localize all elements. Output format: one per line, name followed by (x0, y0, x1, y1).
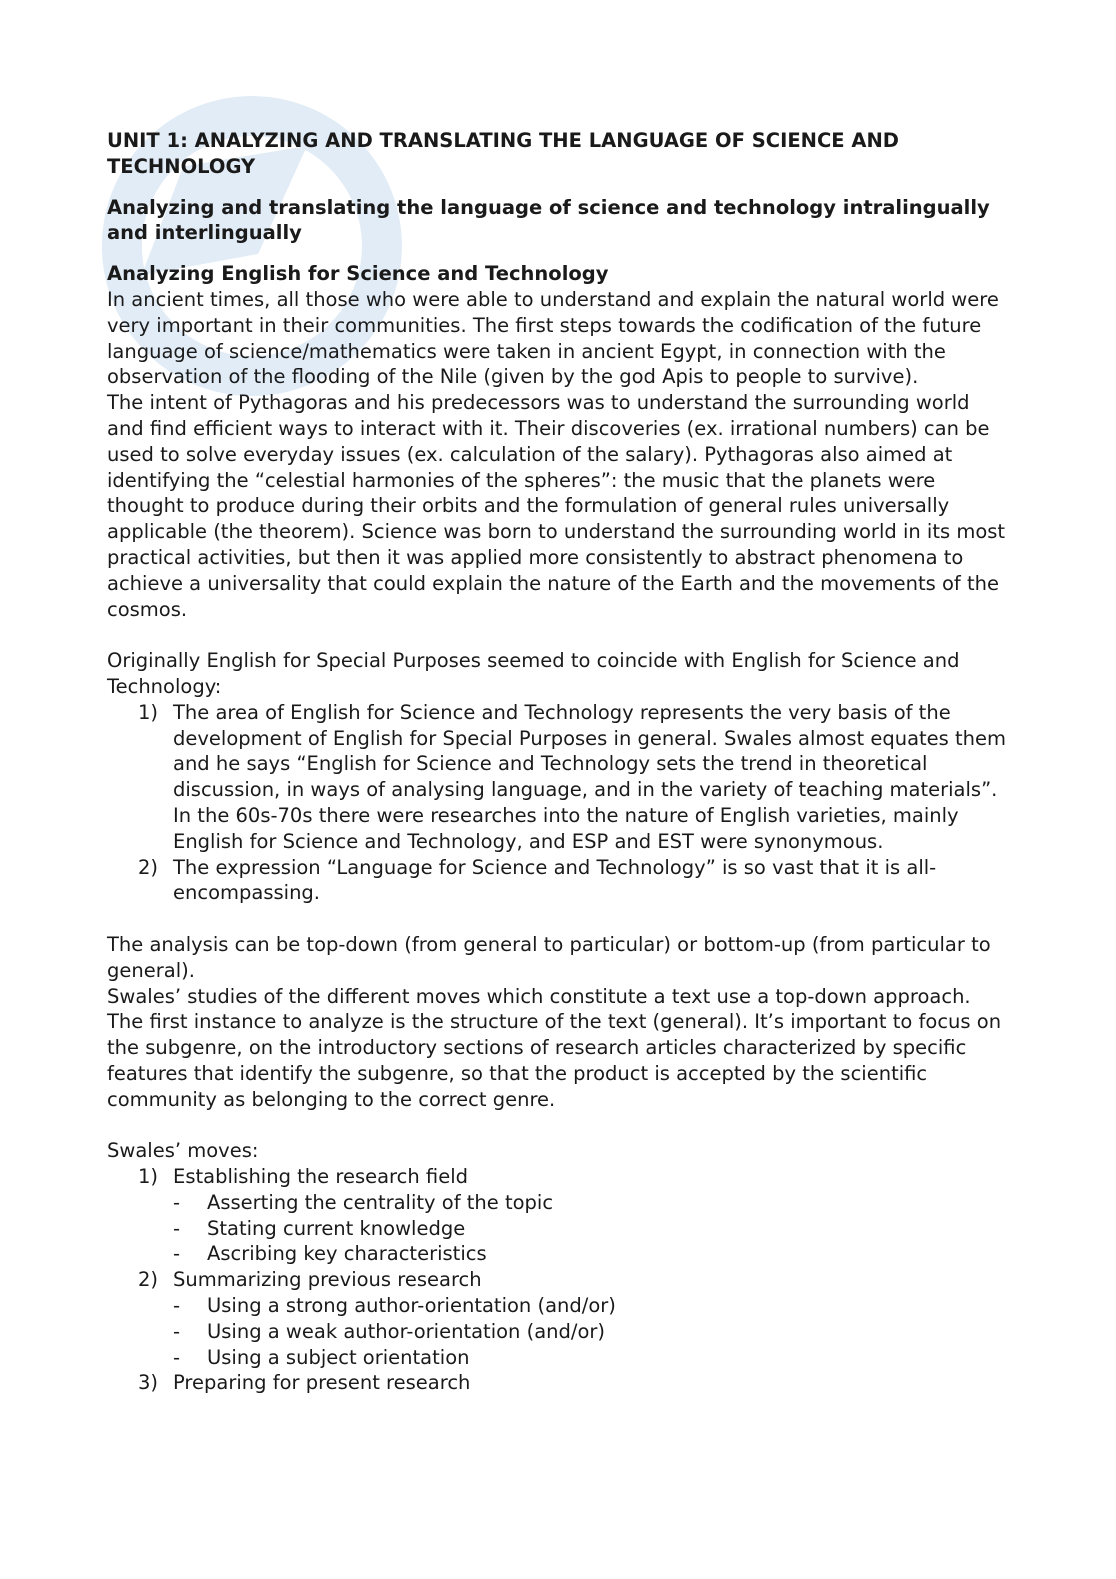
dash-marker: - (173, 1242, 181, 1266)
list-number: 1) (138, 700, 159, 724)
list-number: 1) (138, 1165, 159, 1189)
sub-item (173, 1190, 1007, 1216)
dash-marker: - (173, 1319, 181, 1343)
sub-item (173, 1345, 1007, 1371)
moves-intro: Swales’ moves: (107, 1139, 259, 1163)
sub-item (173, 1319, 1007, 1345)
section-heading: Analyzing English for Science and Technology (107, 262, 609, 286)
sub-item-text: Using a subject orientation (207, 1345, 470, 1369)
paragraph: The analysis can be top-down (from general to particular) or bottom-up (from particular to general). (107, 932, 991, 982)
list-number: 2) (138, 1268, 159, 1292)
paragraph: The intent of Pythagoras and his predecessors was to understand the surrounding world and find efficient ways to interact with it. Their discoveries (ex. irrational numbers) can be used to solve everyday issues (ex. calculation of the salary). Pythagoras also aimed at identifying the “celestial harmonies of the spheres”: the music that the planets were thought to produce during their orbits and the formulation of general rules universally applicable (the theorem). Science was born to understand the surrounding world in its most practical activities, but then it was applied more consistently to abstract phenomena to achieve a universality that could explain the nature of the Earth and the movements of the cosmos. (107, 391, 1006, 621)
list-number: 2) (138, 855, 159, 879)
list-number: 3) (138, 1371, 159, 1395)
sub-item-text: Asserting the centrality of the topic (207, 1190, 554, 1214)
sub-list (173, 1190, 1007, 1267)
dash-marker: - (173, 1190, 181, 1214)
move-item (107, 1370, 1007, 1396)
subtitle: Analyzing and translating the language of science and technology intralingually and interlingually (107, 195, 990, 245)
unit-title: UNIT 1: ANALYZING AND TRANSLATING THE LANGUAGE OF SCIENCE AND TECHNOLOGY (107, 129, 899, 178)
move-text: Summarizing previous research (173, 1268, 482, 1292)
paragraph: In ancient times, all those who were able to understand and explain the natural world were very important in their communities. The first steps towards the codification of the future language of science/mathematics were taken in ancient Egypt, in connection with the observation of the flooding of the Nile (given by the god Apis to people to survive). (107, 287, 999, 389)
sub-item-text: Stating current knowledge (207, 1216, 466, 1240)
list-item (107, 700, 1007, 855)
sub-item (173, 1216, 1007, 1242)
paragraph: Swales’ studies of the different moves which constitute a text use a top-down approach. The first instance to analyze is the structure of the text (general). It’s important to focus on the subgenre, on the introductory sections of research articles characterized by specific features that identify the subgenre, so that the product is accepted by the scientific community as belonging to the correct genre. (107, 984, 1002, 1111)
list-item (107, 855, 1007, 907)
dash-marker: - (173, 1216, 181, 1240)
sub-list (173, 1293, 1007, 1370)
numbered-list (107, 700, 1007, 906)
move-item (107, 1164, 1007, 1267)
document-page (107, 128, 1007, 1396)
sub-item (173, 1241, 1007, 1267)
sub-item-text: Using a weak author-orientation (and/or) (207, 1319, 606, 1343)
move-text: Establishing the research field (173, 1165, 468, 1189)
sub-item (173, 1293, 1007, 1319)
list-item-text: The expression “Language for Science and Technology” is so vast that it is all-encompassing. (173, 855, 937, 905)
sub-item-text: Ascribing key characteristics (207, 1242, 487, 1266)
paragraph: Originally English for Special Purposes seemed to coincide with English for Science and Technology: (107, 649, 960, 698)
move-item (107, 1267, 1007, 1370)
dash-marker: - (173, 1294, 181, 1318)
move-text: Preparing for present research (173, 1371, 471, 1395)
list-item-text: The area of English for Science and Technology represents the very basis of the development of English for Special Purposes in general. Swales almost equates them and he says “English for Science and Technology sets the trend in theoretical discussion, in ways of analysing language, and in the variety of teaching materials”. In the 60s-70s there were researches into the nature of English varieties, mainly English for Science and Technology, and ESP and EST were synonymous. (173, 700, 1007, 853)
moves-list (107, 1164, 1007, 1396)
sub-item-text: Using a strong author-orientation (and/or) (207, 1294, 616, 1318)
dash-marker: - (173, 1345, 181, 1369)
